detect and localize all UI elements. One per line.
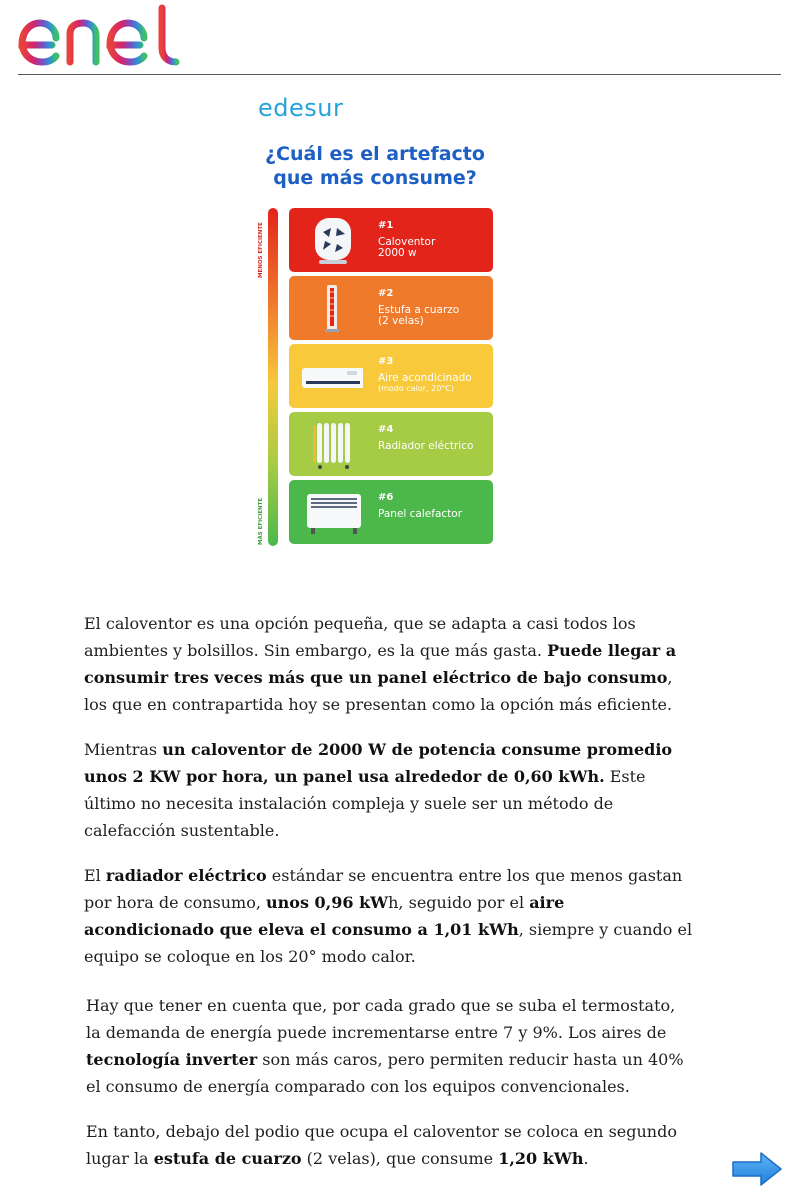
- efficiency-scale-bar: [268, 208, 278, 546]
- appliance-name-block: [378, 441, 473, 452]
- appliance-name: Caloventor: [378, 236, 436, 248]
- text: (2 velas), que consume: [301, 1149, 499, 1168]
- oil-radiator-icon: [301, 418, 363, 470]
- appliance-name: Radiador eléctrico: [378, 440, 474, 452]
- appliance-detail: (2 velas): [378, 315, 424, 327]
- paragraph-5: [84, 1118, 694, 1172]
- text: Mientras: [84, 740, 163, 759]
- text: son más caros, pero permiten reducir hasta un 40% el consumo de energía comparado con los equipos convencionales.: [86, 1050, 684, 1096]
- paragraph-3: [84, 862, 694, 970]
- enel-logo[interactable]: [18, 4, 183, 68]
- text: .: [583, 1149, 589, 1168]
- text: estándar se encuentra entre los que menos gastan por hora de consumo,: [84, 866, 683, 912]
- fan-heater-icon: [301, 214, 363, 266]
- infographic-title-line-2: que más consume?: [273, 167, 477, 189]
- infographic-title-line-1: ¿Cuál es el artefacto: [265, 143, 485, 165]
- scale-label-more-efficient: MÁS EFICIENTE: [258, 497, 264, 545]
- text: El: [84, 866, 106, 885]
- appliance-name: Panel calefactor: [378, 508, 463, 520]
- appliance-name-block: [378, 305, 459, 327]
- appliance-detail: 2000 w: [378, 247, 417, 259]
- rank-label: #3: [378, 356, 394, 367]
- appliance-card-radiador: [289, 412, 493, 476]
- appliance-name-block: [378, 373, 472, 394]
- bold-text: 1,20 kWh: [498, 1149, 584, 1168]
- appliance-card-aire-acondicionado: [289, 344, 493, 408]
- text: , los que en contrapartida hoy se presentan como la opción más eficiente.: [84, 668, 673, 714]
- appliance-card-panel-calefactor: [289, 480, 493, 544]
- quartz-heater-icon: [301, 282, 363, 334]
- rank-label: #2: [378, 288, 394, 299]
- energy-consumption-infographic: [250, 90, 500, 550]
- arrow-right-icon[interactable]: [731, 1150, 783, 1188]
- article-body: [84, 610, 694, 1190]
- rank-label: #6: [378, 492, 394, 503]
- infographic-title: [250, 142, 500, 190]
- panel-heater-icon: [301, 486, 363, 538]
- appliance-name-block: [378, 509, 462, 520]
- paragraph-1: [84, 610, 694, 718]
- bold-text: unos 0,96 kW: [266, 893, 389, 912]
- bold-text: tecnología inverter: [86, 1050, 258, 1069]
- bold-text: aire acondicionado que eleva el consumo a 1,01 kWh: [84, 893, 565, 939]
- appliance-card-estufa-cuarzo: [289, 276, 493, 340]
- edesur-brand: edesur: [258, 94, 344, 122]
- text: El caloventor es una opción pequeña, que se adapta a casi todos los ambientes y bolsillos. Sin embargo, es la que más gasta.: [84, 614, 636, 660]
- paragraph-4: [84, 992, 694, 1100]
- scale-label-less-efficient: MENOS EFICIENTE: [258, 222, 264, 278]
- rank-label: #4: [378, 424, 394, 435]
- appliance-detail: (modo calor, 20°C): [378, 384, 455, 393]
- paragraph-2: [84, 736, 694, 844]
- air-conditioner-icon: [301, 350, 363, 402]
- bold-text: Puede llegar a consumir tres veces más que un panel eléctrico de bajo consumo: [84, 641, 677, 687]
- text: En tanto, debajo del podio que ocupa el caloventor se coloca en segundo lugar la: [86, 1122, 677, 1168]
- text: Este último no necesita instalación compleja y suele ser un método de calefacción sustentable.: [84, 767, 646, 840]
- rank-label: #1: [378, 220, 394, 231]
- bold-text: estufa de cuarzo: [153, 1149, 302, 1168]
- appliance-name-block: [378, 237, 435, 259]
- site-header: [18, 0, 781, 75]
- text: , siempre y cuando el equipo se coloque en los 20° modo calor.: [84, 920, 693, 966]
- bold-text: un caloventor de 2000 W de potencia consume promedio unos 2 KW por hora, un panel usa alrededor de 0,60 kWh.: [84, 740, 673, 786]
- bold-text: radiador eléctrico: [105, 866, 267, 885]
- appliance-name: Estufa a cuarzo: [378, 304, 460, 316]
- text: h, seguido por el: [388, 893, 530, 912]
- appliance-card-caloventor: [289, 208, 493, 272]
- appliance-name: Aire acondicinado: [378, 372, 472, 384]
- text: Hay que tener en cuenta que, por cada grado que se suba el termostato, la demanda de energía puede incrementarse entre 7 y 9%. Los aires de: [86, 996, 676, 1042]
